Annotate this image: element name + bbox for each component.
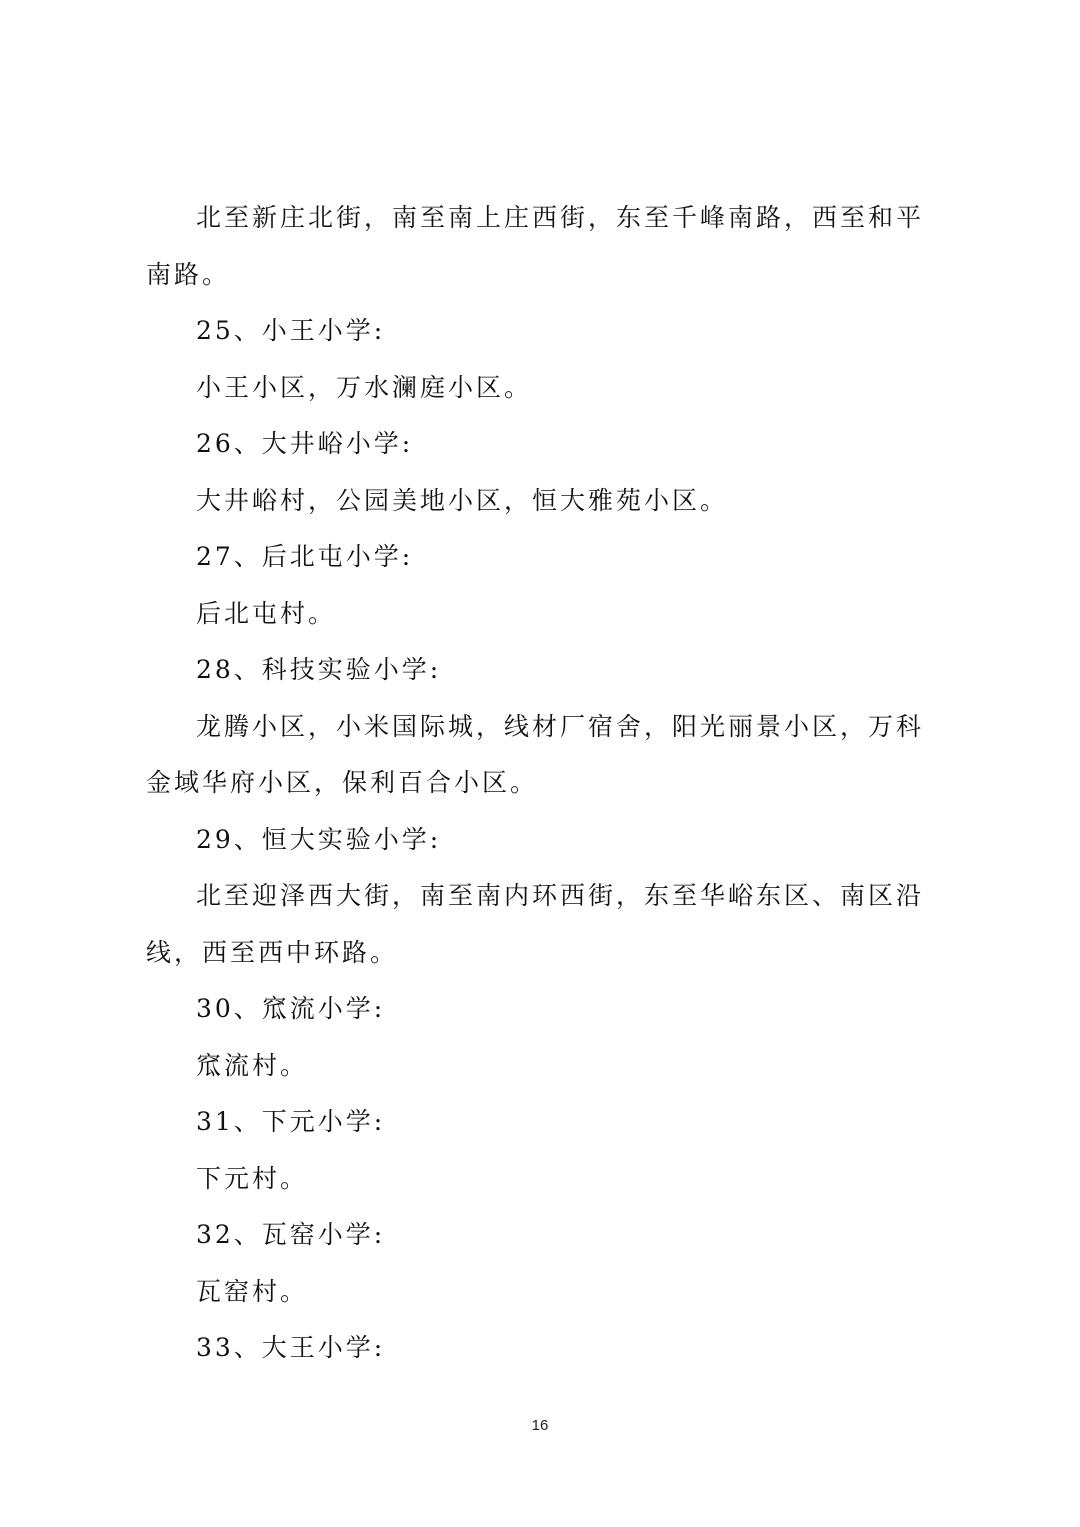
school-heading: 28、科技实验小学: <box>196 655 442 684</box>
document-body <box>146 190 946 1377</box>
body-paragraph: 小王小区，万水澜庭小区。 <box>196 372 533 402</box>
body-paragraph: 下元村。 <box>196 1163 309 1193</box>
school-heading: 31、下元小学: <box>196 1107 386 1136</box>
body-paragraph: 龙腾小区，小米国际城，线材厂宿舍，阳光丽景小区，万科金域华府小区，保利百合小区。 <box>146 711 925 797</box>
school-heading: 32、瓦窑小学: <box>196 1220 386 1249</box>
body-paragraph: 北至迎泽西大街，南至南内环西街，东至华峪东区、南区沿线，西至西中环路。 <box>146 881 925 967</box>
school-heading: 30、窊流小学: <box>196 994 386 1023</box>
body-paragraph: 大井峪村，公园美地小区，恒大雅苑小区。 <box>196 485 729 515</box>
body-paragraph: 北至新庄北街，南至南上庄西街，东至千峰南路，西至和平南路。 <box>146 203 925 289</box>
school-heading: 33、大王小学: <box>196 1333 386 1362</box>
body-paragraph: 窊流村。 <box>196 1050 309 1080</box>
school-heading: 25、小王小学: <box>196 316 386 345</box>
page-number: 16 <box>531 1417 549 1434</box>
body-paragraph: 后北屯村。 <box>196 598 337 628</box>
school-heading: 26、大井峪小学: <box>196 429 414 458</box>
school-heading: 27、后北屯小学: <box>196 542 414 571</box>
body-paragraph: 瓦窑村。 <box>196 1276 309 1306</box>
school-heading: 29、恒大实验小学: <box>196 824 442 854</box>
